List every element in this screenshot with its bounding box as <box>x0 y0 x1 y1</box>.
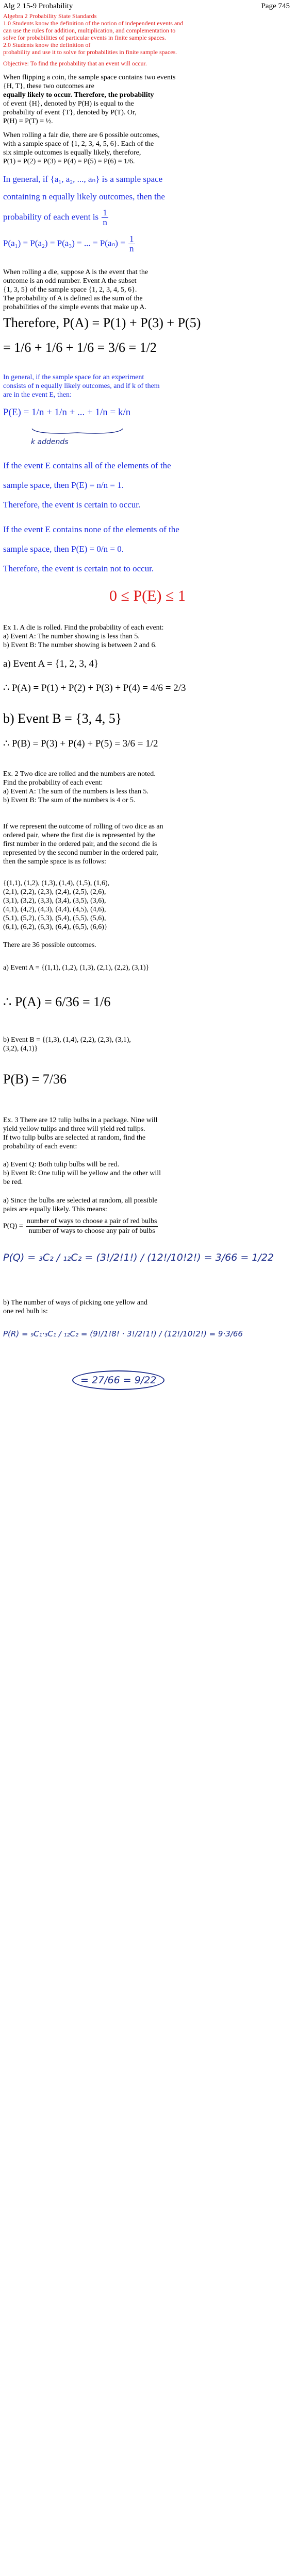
text-line: probability of event {T}, denoted by P(T). Or, <box>3 109 137 116</box>
text-line: a) Event Q: Both tulip bulbs will be red. <box>3 1161 120 1168</box>
text-line: represented by the second number in the ordered pair, <box>3 849 158 857</box>
ex2-a-calc: ∴ P(A) = 6/36 = 1/6 <box>3 994 111 1009</box>
text-line: If we represent the outcome of rolling of two dice as an <box>3 823 163 831</box>
text-line: When rolling a fair die, there are 6 possible outcomes, <box>3 131 160 139</box>
text-line: a) Since the bulbs are selected at random, all possible <box>3 1197 158 1205</box>
equal-probabilities: P(a₁) = P(a₂) = P(a₃) = ... = P(aₙ) = <box>3 238 125 248</box>
text-line: of event {H}, denoted by P(H) is equal to the <box>3 100 134 108</box>
text-line: are in the event E, then: <box>3 391 72 399</box>
text-line: probabilities of the simple events that make up A. <box>3 303 146 311</box>
sample-space <box>3 879 292 931</box>
final-answer: = 27/66 = 9/22 <box>72 1370 164 1390</box>
text-line: In general, if the sample space for an experiment <box>3 374 144 381</box>
text-line: pairs are equally likely. This means: <box>3 1206 107 1213</box>
k-addends-note <box>31 428 134 446</box>
text-line: sample space, then P(E) = n/n = 1. <box>3 480 124 490</box>
text-line: If the event E contains all of the elements of the <box>3 461 171 470</box>
text-line: with a sample space of {1, 2, 3, 4, 5, 6}. Each of the <box>3 140 154 148</box>
annotation-text: k addends <box>31 438 69 446</box>
text-fragment: probability of each event is <box>3 212 99 222</box>
text-line: If two tulip bulbs are selected at random, find the <box>3 1134 146 1142</box>
sum-line: = 1/6 + 1/6 + 1/6 = 3/6 = 1/2 <box>3 340 157 355</box>
odd-paragraph <box>3 268 292 312</box>
text-line: In general, if {a₁, a₂, ..., aₙ} is a sample space <box>3 174 163 184</box>
general-definition <box>3 173 292 253</box>
text-line: b) Event B = {(1,3), (1,4), (2,2), (2,3), (3,1), <box>3 1036 131 1044</box>
text-line <box>3 234 292 253</box>
outcome-count: There are 36 possible outcomes. <box>3 941 96 949</box>
text-line: a) Event A: The sum of the numbers is less than 5. <box>3 788 149 795</box>
text-line: yield yellow tulips and three will yield red tulips. <box>3 1125 145 1133</box>
text-line: (6,1), (6,2), (6,3), (6,4), (6,5), (6,6)} <box>3 923 108 931</box>
text-line: ordered pair, where the first die is represented by the <box>3 832 155 839</box>
text-line: sample space, then P(E) = 0/n = 0. <box>3 544 124 554</box>
die-paragraph <box>3 131 292 166</box>
pq-definition <box>3 1217 292 1236</box>
text-line: P(H) = P(T) = ½. <box>3 117 53 125</box>
example-1 <box>3 623 292 650</box>
text-line: Therefore, the event is certain not to occur. <box>3 564 154 573</box>
example-3 <box>3 1116 292 1151</box>
text-line: outcome is an odd number. Event A the subset <box>3 277 137 285</box>
course-title: Alg 2 15-9 Probability <box>3 2 73 10</box>
coin-paragraph <box>3 73 292 126</box>
pr-work: P(R) = ₉C₁·₃C₁ / ₁₂C₂ = (9!/1!8! · 3!/2!1!) / (12!/10!2!) = 9·3/66 <box>3 1329 243 1338</box>
probability-range: 0 ≤ P(E) ≤ 1 <box>109 587 186 604</box>
text-line: first number in the ordered pair, and the second die is <box>3 840 157 848</box>
standards-line: Algebra 2 Probability State Standards <box>3 12 97 20</box>
text-line: then the sample space is as follows: <box>3 858 106 866</box>
ex1-event-b: b) Event B = {3, 4, 5} <box>3 711 122 726</box>
text-line: {1, 3, 5} of the sample space {1, 2, 3, 4, 5, 6}. <box>3 286 137 294</box>
numerator: 1 <box>129 234 134 244</box>
text-line: containing n equally likely outcomes, then the <box>3 192 165 201</box>
ex1-event-a: a) Event A = {1, 2, 3, 4} <box>3 658 99 669</box>
text-line: Find the probability of each event: <box>3 779 103 787</box>
text-line: Ex. 2 Two dice are rolled and the numbers are noted. <box>3 770 156 778</box>
numerator: number of ways to choose a pair of red bulbs <box>26 1217 158 1227</box>
text-line: a) Event A: The number showing is less than 5. <box>3 633 140 640</box>
standards <box>3 12 292 56</box>
text-line: When rolling a die, suppose A is the event that the <box>3 268 148 276</box>
pq-work: P(Q) = ₃C₂ / ₁₂C₂ = (3!/2!1!) / (12!/10!2!) = 3/66 = 1/22 <box>3 1252 274 1263</box>
text-line: (2,1), (2,2), (2,3), (2,4), (2,5), (2,6), <box>3 888 106 896</box>
ex2-b-calc: P(B) = 7/36 <box>3 1072 67 1087</box>
ex2-event-b <box>3 1036 292 1053</box>
text-line: b) The number of ways of picking one yellow and <box>3 1299 148 1307</box>
text-line: P(1) = P(2) = P(3) = P(4) = P(5) = P(6) = 1/6. <box>3 158 135 165</box>
fraction <box>26 1217 158 1236</box>
general-event <box>3 373 292 399</box>
objective: Objective: To find the probability that an event will occur. <box>3 60 147 67</box>
fraction <box>102 208 108 227</box>
text-line: {H, T}, these two outcomes are <box>3 82 94 90</box>
standards-line: 1.0 Students know the definition of the notion of independent events and <box>3 20 184 27</box>
ex3-a-text <box>3 1196 292 1214</box>
brace-icon <box>31 428 124 436</box>
pe-formula: P(E) = 1/n + 1/n + ... + 1/n = k/n <box>3 407 131 418</box>
standards-line: can use the rules for addition, multiplication, and complementation to <box>3 27 176 34</box>
denominator: number of ways to choose any pair of bulbs <box>28 1227 155 1235</box>
never-block <box>3 523 292 575</box>
pr-result <box>72 1370 227 1390</box>
ex1-a-calc: ∴ P(A) = P(1) + P(2) + P(3) + P(4) = 4/6 = 2/3 <box>3 683 186 693</box>
ex2-event-a: a) Event A = {(1,1), (1,2), (1,3), (2,1), (2,2), (3,1)} <box>3 964 150 972</box>
certain-block <box>3 460 292 511</box>
ex3-b-text <box>3 1298 292 1316</box>
pq-label: P(Q) = <box>3 1222 25 1230</box>
text-line: b) Event B: The number showing is between 2 and 6. <box>3 641 157 649</box>
text-line: consists of n equally likely outcomes, and if k of them <box>3 382 160 390</box>
page-number: Page 745 <box>261 2 290 10</box>
text-line <box>3 208 292 227</box>
text-line: If the event E contains none of the elements of the <box>3 524 179 534</box>
standards-line: 2.0 Students know the definition of <box>3 41 91 48</box>
text-line: Ex 1. A die is rolled. Find the probability of each event: <box>3 624 164 632</box>
example-2 <box>3 770 292 805</box>
text-line: be red. <box>3 1178 23 1186</box>
text-line: The probability of A is defined as the sum of the <box>3 295 143 302</box>
denominator: n <box>129 244 134 253</box>
text-line: six simple outcomes is equally likely, therefore, <box>3 149 141 157</box>
ex3-events <box>3 1160 292 1187</box>
standards-line: solve for probabilities of particular events in finite sample spaces. <box>3 34 166 41</box>
ex2-explanation <box>3 822 292 866</box>
text-line: When flipping a coin, the sample space contains two events <box>3 74 176 81</box>
numerator: 1 <box>103 208 107 217</box>
text-line: one red bulb is: <box>3 1308 48 1315</box>
fraction <box>128 234 135 253</box>
text-line: Therefore, the event is certain to occur. <box>3 500 141 510</box>
text-line: (5,1), (5,2), (5,3), (5,4), (5,5), (5,6), <box>3 914 106 922</box>
text-line: (3,2), (4,1)} <box>3 1045 38 1053</box>
text-line: (3,1), (3,2), (3,3), (3,4), (3,5), (3,6), <box>3 897 106 905</box>
text-line: probability of each event: <box>3 1143 77 1150</box>
text-line: (4,1), (4,2), (4,3), (4,4), (4,5), (4,6), <box>3 906 106 913</box>
text-line: b) Event R: One tulip will be yellow and the other will <box>3 1170 161 1177</box>
ex1-b-calc: ∴ P(B) = P(3) + P(4) + P(5) = 3/6 = 1/2 <box>3 738 158 749</box>
text-line: b) Event B: The sum of the numbers is 4 or 5. <box>3 796 136 804</box>
text-line: equally likely to occur. Therefore, the probability <box>3 91 154 99</box>
denominator: n <box>103 217 107 227</box>
standards-line: probability and use it to solve for probabilities in finite sample spaces. <box>3 48 177 56</box>
text-line: Ex. 3 There are 12 tulip bulbs in a package. Nine will <box>3 1116 158 1124</box>
text-line: {(1,1), (1,2), (1,3), (1,4), (1,5), (1,6), <box>3 879 110 887</box>
therefore-line: Therefore, P(A) = P(1) + P(3) + P(5) <box>3 315 201 330</box>
